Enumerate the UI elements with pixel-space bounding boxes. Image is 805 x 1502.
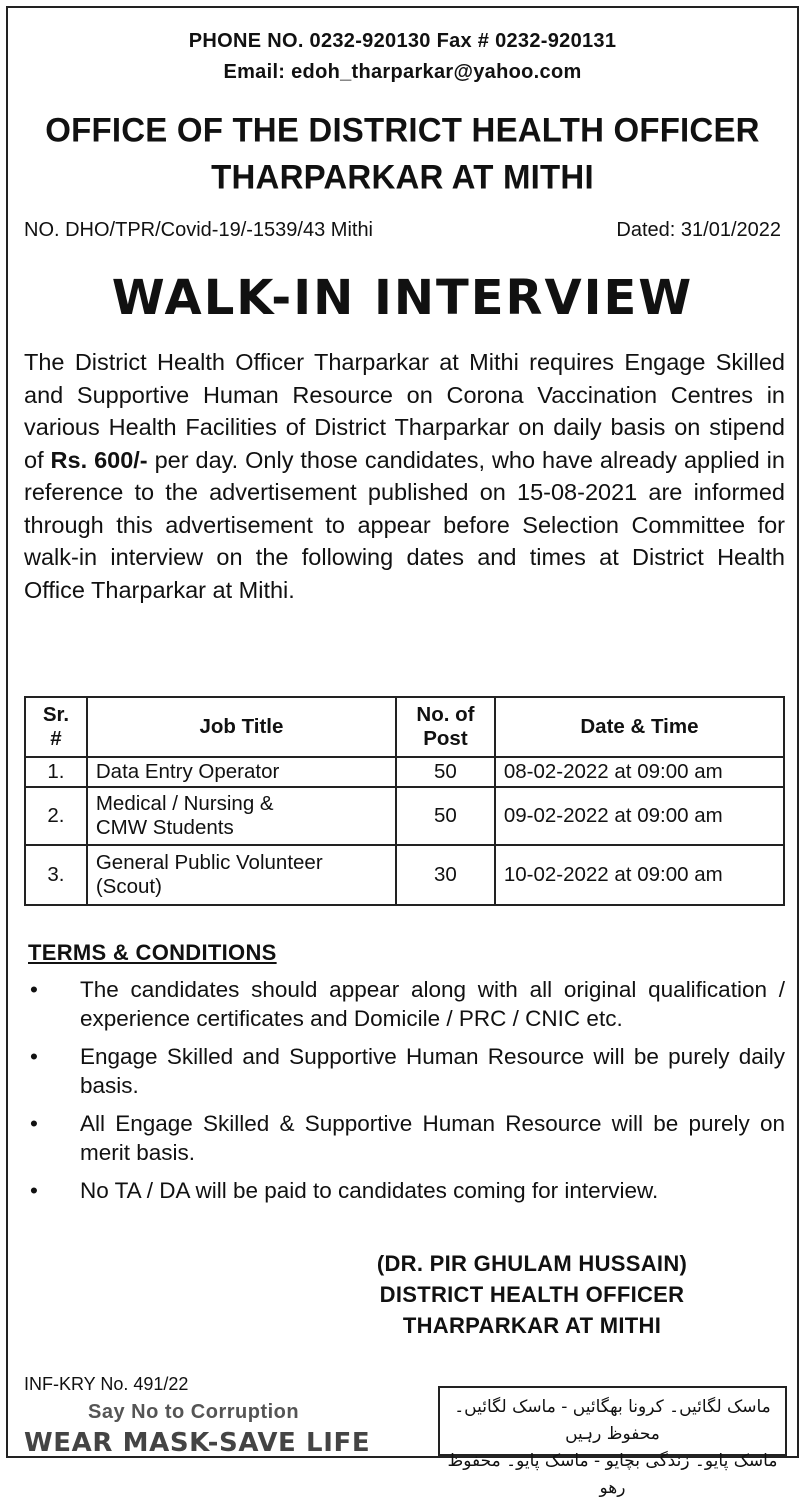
- cell-posts: 50: [396, 757, 495, 787]
- header-date-time: Date & Time: [495, 697, 784, 757]
- intro-text-end: per day. Only those candidates, who have already applied in reference to the advertisement published on 15-08-2021 are informed through this advertisement to appear before Selection Committee for walk-in interview on the following dates and times at District Health Office Tharparkar at Mithi.: [24, 446, 785, 603]
- phone-fax-line: PHONE NO. 0232-920130 Fax # 0232-920131: [188, 30, 617, 52]
- terms-heading: TERMS & CONDITIONS: [28, 940, 277, 965]
- table-row: [25, 757, 784, 787]
- list-item: [24, 1043, 785, 1100]
- cell-posts: 50: [396, 787, 495, 845]
- cell-job-title: Data Entry Operator: [87, 757, 396, 787]
- cell-sr: 3.: [25, 845, 87, 905]
- bullet-icon: •: [30, 1044, 38, 1069]
- list-item: [24, 976, 785, 1033]
- inf-number: INF-KRY No. 491/22: [24, 1374, 189, 1394]
- header-sr: Sr. #: [25, 697, 87, 757]
- cell-date-time: 09-02-2022 at 09:00 am: [495, 787, 784, 845]
- table-header-row: [25, 697, 784, 757]
- signatory-name: (DR. PIR GHULAM HUSSAIN): [376, 1251, 688, 1276]
- signatory-designation: DISTRICT HEALTH OFFICER: [379, 1282, 685, 1307]
- header-job-title: Job Title: [87, 697, 396, 757]
- bullet-icon: •: [30, 1178, 38, 1203]
- reference-line: [24, 219, 781, 242]
- term-text: Engage Skilled and Supportive Human Resource will be purely daily basis.: [80, 1044, 785, 1098]
- reference-number: NO. DHO/TPR/Covid-19/-1539/43 Mithi: [24, 219, 374, 241]
- cell-posts: 30: [396, 845, 495, 905]
- signatory-location: THARPARKAR AT MITHI: [402, 1313, 662, 1338]
- stipend-amount: Rs. 600/-: [50, 446, 148, 473]
- reference-date: Dated: 31/01/2022: [616, 219, 781, 241]
- advertisement: [6, 6, 799, 1498]
- cell-job-title: General Public Volunteer (Scout): [87, 845, 396, 905]
- office-location: THARPARKAR AT MITHI: [211, 157, 594, 196]
- term-text: All Engage Skilled & Supportive Human Resource will be purely on merit basis.: [80, 1111, 785, 1165]
- table-row: [25, 787, 784, 845]
- cell-date-time: 10-02-2022 at 09:00 am: [495, 845, 784, 905]
- list-item: [24, 1110, 785, 1167]
- urdu-slogan-line2: ماسک پایو۔ زندگی بچایو - ماسک پایو۔ محفوظ رھو: [447, 1451, 778, 1498]
- bullet-icon: •: [30, 977, 38, 1002]
- urdu-slogan-line1: ماسک لگائیں۔ کرونا بھگائیں - ماسک لگائیں۔ محفوظ رہیں: [454, 1397, 771, 1444]
- signature-block: [342, 1248, 722, 1341]
- list-item: [24, 1177, 785, 1206]
- term-text: No TA / DA will be paid to candidates coming for interview.: [80, 1178, 659, 1203]
- terms-list: [24, 976, 785, 1206]
- cell-job-title: Medical / Nursing & CMW Students: [87, 787, 396, 845]
- header-posts: No. of Post: [396, 697, 495, 757]
- intro-paragraph: [24, 346, 785, 606]
- email-line: Email: edoh_tharparkar@yahoo.com: [223, 61, 582, 83]
- cell-date-time: 08-02-2022 at 09:00 am: [495, 757, 784, 787]
- bullet-icon: •: [30, 1111, 38, 1136]
- office-title: OFFICE OF THE DISTRICT HEALTH OFFICER: [45, 110, 760, 149]
- urdu-slogan-box: [438, 1386, 787, 1498]
- term-text: The candidates should appear along with all original qualification / experience certificates and Domicile / PRC / CNIC etc.: [80, 977, 785, 1031]
- corruption-slogan: Say No to Corruption: [88, 1401, 300, 1423]
- table-row: [25, 845, 784, 905]
- mask-slogan: WEAR MASK-SAVE LIFE: [24, 1428, 371, 1458]
- cell-sr: 1.: [25, 757, 87, 787]
- intro-text-start: The District Health Officer Tharparkar at Mithi requires Engage Skilled and Supportive Human Resource on Corona Vaccination Centres in various Health Facilities of District Tharparkar on daily basis on stipend of: [24, 349, 785, 473]
- cell-sr: 2.: [25, 787, 87, 845]
- jobs-table: [24, 696, 785, 906]
- page-title: WALK-IN INTERVIEW: [111, 270, 694, 326]
